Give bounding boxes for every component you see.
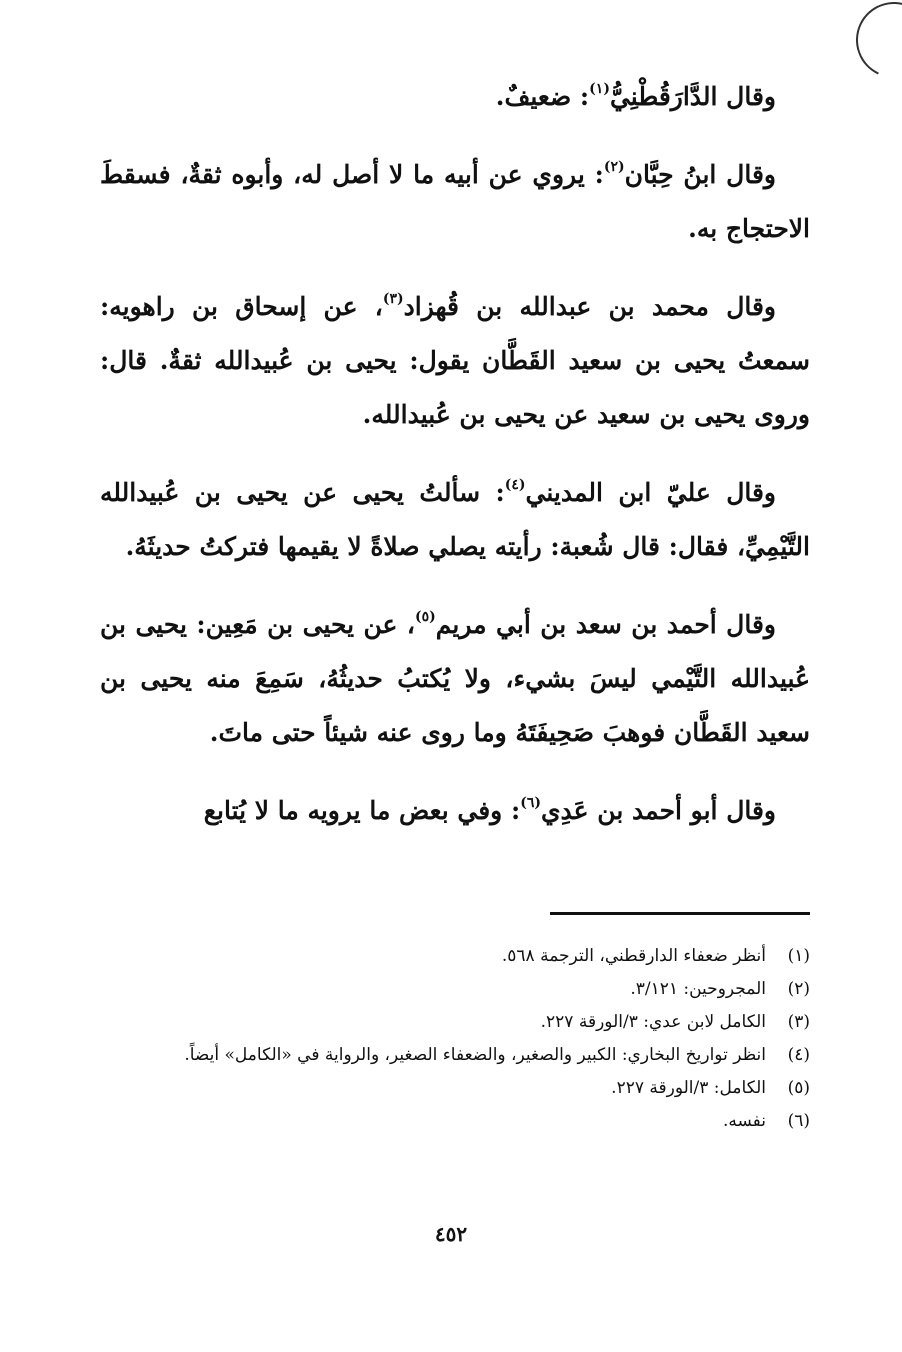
paragraph-text: وقال محمد بن عبدالله بن قُهزاد (403, 292, 776, 321)
footnote-text: نفسه. (722, 1111, 766, 1131)
paragraph-text: وقال الدَّارَقُطْنِيُّ (609, 82, 776, 111)
footnote-divider (550, 912, 810, 915)
paragraph-text: : وفي بعض ما يرويه ما لا يُتابع (203, 796, 521, 825)
main-text (100, 70, 810, 838)
footnote-item (100, 1072, 810, 1105)
paragraph-text: ، عن إسحاق بن راهويه: سمعتُ يحيى بن سعيد القَطَّان يقول: يحيى بن عُبيدالله ثقةٌ. قال: وروى يحيى بن سعيد عن يحيى بن عُبيدالله. (100, 292, 810, 429)
paragraph (100, 466, 810, 574)
footnote-ref[interactable]: (٣) (382, 291, 404, 307)
footnote-ref[interactable]: (١) (589, 81, 610, 97)
paragraph-text: وقال عليّ ابن المديني (525, 478, 776, 507)
footnotes (100, 940, 810, 1138)
footnote-text: انظر تواريخ البخاري: الكبير والصغير، والضعفاء الصغير، والرواية في «الكامل» أيضاً. (184, 1045, 766, 1065)
footnote-item (100, 940, 810, 973)
footnote-number: (١) (787, 946, 810, 966)
paragraph (100, 598, 810, 760)
paragraph-text: : يروي عن أبيه ما لا أصل له، وأبوه ثقةٌ، فسقطَ الاحتجاج به. (100, 160, 810, 243)
paragraph (100, 784, 810, 838)
footnote-number: (٣) (787, 1012, 810, 1032)
footnote-number: (٥) (787, 1078, 810, 1098)
footnote-item (100, 973, 810, 1006)
footnote-number: (٤) (787, 1045, 810, 1065)
paragraph-text: وقال ابنُ حِبَّان (624, 160, 776, 189)
footnote-text: أنظر ضعفاء الدارقطني، الترجمة ٥٦٨. (501, 946, 766, 966)
paragraph-text: : ضعيفٌ. (495, 82, 590, 111)
footnote-text: المجروحين: ٣/١٢١. (630, 979, 766, 999)
footnote-ref[interactable]: (٥) (415, 609, 436, 625)
page-number: ٤٥٢ (434, 1222, 468, 1246)
footnote-ref[interactable]: (٤) (504, 477, 526, 493)
footnote-ref[interactable]: (٢) (603, 159, 625, 175)
paragraph (100, 70, 810, 124)
page-body (100, 70, 810, 862)
footnote-item (100, 1039, 810, 1072)
paragraph-text: وقال أبو أحمد بن عَدِي (540, 796, 776, 825)
paragraph (100, 148, 810, 256)
footnote-item (100, 1105, 810, 1138)
footnote-number: (٢) (787, 979, 810, 999)
footnote-item (100, 1006, 810, 1039)
footnote-ref[interactable]: (٦) (520, 795, 541, 811)
footnote-text: الكامل: ٣/الورقة ٢٢٧. (611, 1078, 766, 1098)
paragraph-text: : سألتُ يحيى عن يحيى بن عُبيدالله التَّيْمِيِّ، فقال: قال شُعبة: رأيته يصلي صلاةً لا يقيمها فتركتُ حديثَهُ. (100, 478, 810, 561)
paragraph-text: ، عن يحيى بن مَعِين: يحيى بن عُبيدالله التَّيْمي ليسَ بشيء، ولا يُكتبُ حديثُهُ، سَمِعَ منه يحيى بن سعيد القَطَّان فوهبَ صَحِيفَتَهُ وما روى عنه شيئاً حتى ماتَ. (100, 610, 810, 747)
paragraph-text: وقال أحمد بن سعد بن أبي مريم (435, 610, 776, 639)
page-corner-arc (845, 0, 902, 89)
footnote-number: (٦) (787, 1111, 810, 1131)
footnote-text: الكامل لابن عدي: ٣/الورقة ٢٢٧. (540, 1012, 766, 1032)
paragraph (100, 280, 810, 442)
